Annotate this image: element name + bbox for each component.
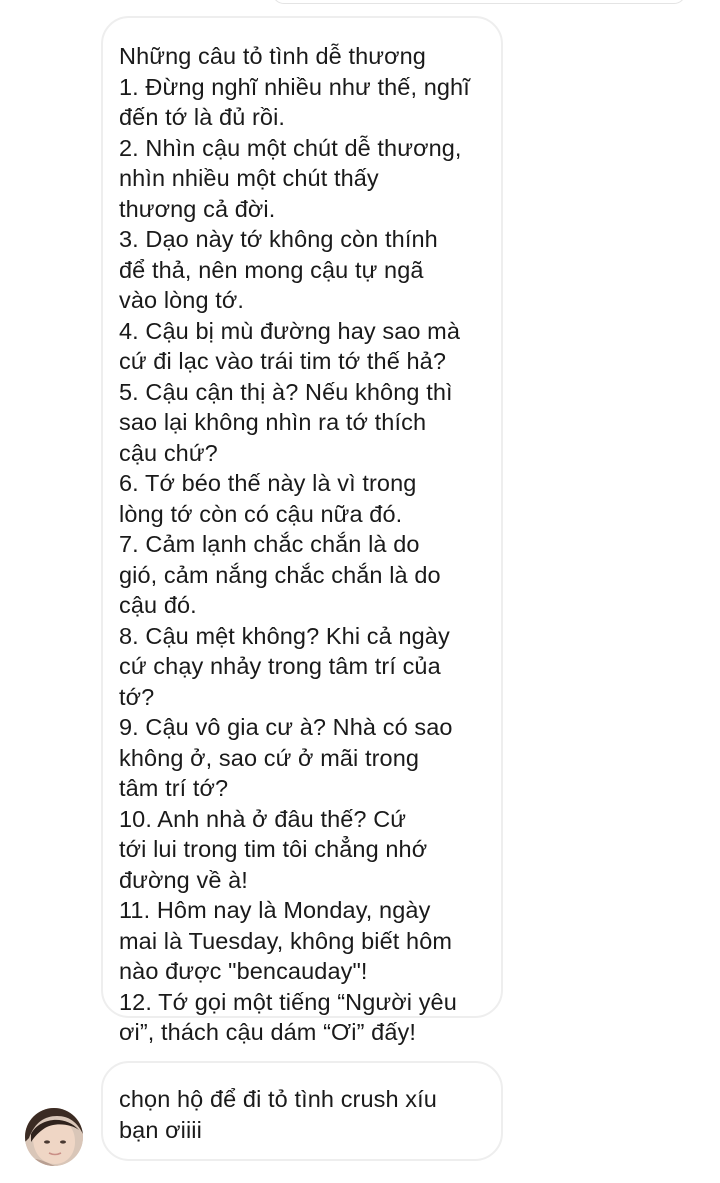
message-line: tâm trí tớ? [119,775,229,801]
message-line: gió, cảm nắng chắc chắn là do [119,561,441,588]
previous-message-bubble-edge [272,0,686,4]
message-line: cứ đi lạc vào trái tim tớ thế hả? [119,348,447,374]
message-line: đến tớ là đủ rồi. [119,104,286,130]
message-line: 3. Dạo này tớ không còn thính [119,226,438,252]
message-line: để thả, nên mong cậu tự ngã [119,256,424,283]
message-line: nào được "bencauday"! [119,958,368,984]
message-bubble-cute-confessions[interactable] [101,16,503,1045]
message-line: ơi”, thách cậu dám “Ơi” đấy! [119,1019,416,1045]
contact-avatar[interactable] [25,1108,83,1166]
message-line: chọn hộ để đi tỏ tình crush xíu [119,1086,437,1112]
message-line: 8. Cậu mệt không? Khi cả ngày [119,622,450,649]
message-line: đường về à! [119,866,248,893]
contact-avatar-photo-icon [25,1108,83,1166]
message-line: 9. Cậu vô gia cư à? Nhà có sao [119,714,453,740]
message-line: mai là Tuesday, không biết hôm [119,927,453,954]
message-line: bạn ơiiii [119,1116,202,1143]
message-line: 5. Cậu cận thị à? Nếu không thì [119,378,453,405]
message-line: thương cả đời. [119,195,276,222]
message-line: 11. Hôm nay là Monday, ngày [119,897,431,923]
message-line: cứ chạy nhảy trong tâm trí của [119,653,441,679]
message-line: 1. Đừng nghĩ nhiều như thế, nghĩ [119,73,470,100]
message-line: cậu đó. [119,592,197,618]
message-line: cậu chứ? [119,439,218,466]
message-line: 12. Tớ gọi một tiếng “Người yêu [119,988,457,1015]
message-line: nhìn nhiều một chút thấy [119,165,379,191]
message-line: 10. Anh nhà ở đâu thế? Cứ [119,805,407,832]
message-line: không ở, sao cứ ở mãi trong [119,744,420,771]
message-line: 6. Tớ béo thế này là vì trong [119,470,417,496]
message-line: tới lui trong tim tôi chẳng nhớ [119,836,428,862]
message-line: 2. Nhìn cậu một chút dễ thương, [119,134,462,161]
message-line: sao lại không nhìn ra tớ thích [119,409,427,435]
message-line: vào lòng tớ. [119,287,245,313]
message-line: Những câu tỏ tình dễ thương [119,43,426,69]
message-line: 4. Cậu bị mù đường hay sao mà [119,317,461,344]
message-bubble-request[interactable] [101,1061,503,1161]
message-line: 7. Cảm lạnh chắc chắn là do [119,531,420,557]
message-line: tớ? [119,683,155,710]
message-line: lòng tớ còn có cậu nữa đó. [119,500,403,527]
